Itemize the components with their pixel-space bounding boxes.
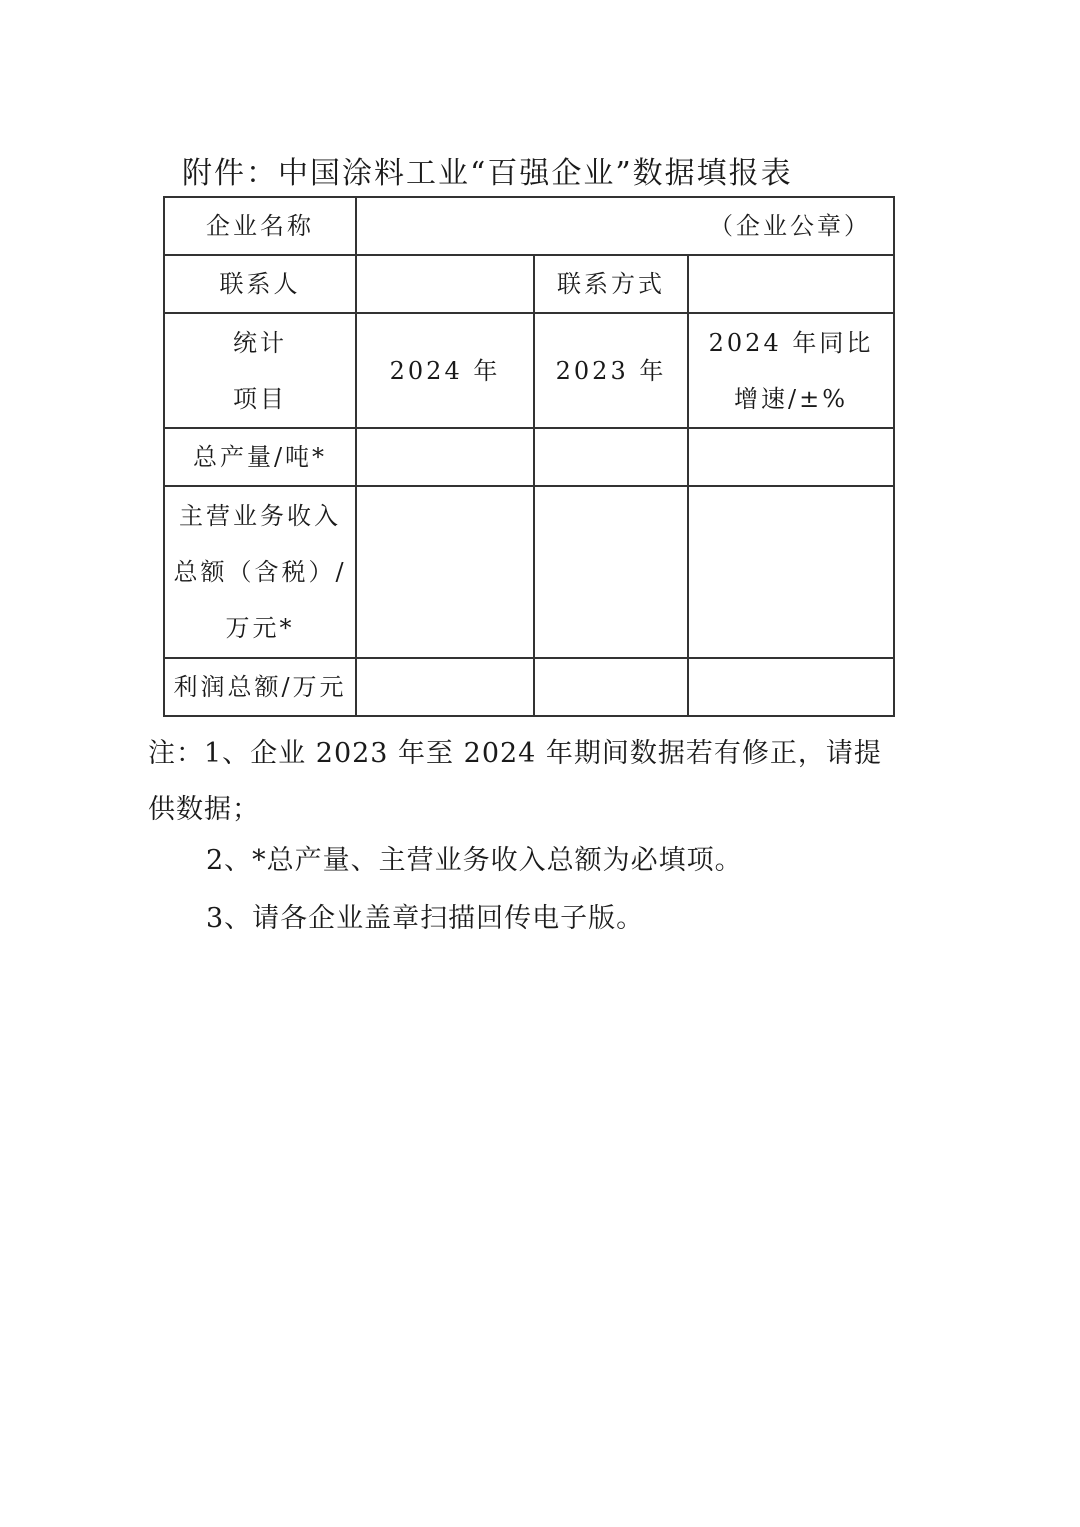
document-title: 附件：中国涂料工业“百强企业”数据填报表 — [182, 156, 793, 191]
company-name-label: 企业名称 — [164, 197, 356, 255]
stat-item-line2: 项目 — [233, 384, 287, 413]
data-cell — [356, 658, 534, 716]
data-cell — [356, 486, 534, 658]
total-output-label: 总产量/吨* — [164, 428, 356, 486]
table-row — [164, 255, 894, 313]
note-2: 2、*总产量、主营业务收入总额为必填项。 — [206, 845, 743, 876]
note-1: 注：1、企业 2023 年至 2024 年期间数据若有修正，请提供数据； — [148, 738, 882, 825]
revenue-label-line2: 总额（含税）/ — [173, 558, 347, 586]
stat-item-header — [164, 313, 356, 428]
table-row — [164, 197, 894, 255]
stat-item-line1: 统计 — [233, 328, 287, 357]
data-cell — [688, 428, 894, 486]
data-cell — [534, 428, 688, 486]
company-seal-cell: （企业公章） — [356, 197, 894, 255]
data-cell — [534, 658, 688, 716]
growth-header-line1: 2024 年同比 — [708, 328, 874, 357]
growth-header-line2: 增速/±% — [734, 384, 848, 413]
note-3: 3、请各企业盖章扫描回传电子版。 — [206, 903, 645, 934]
year-2024-header: 2024 年 — [356, 313, 534, 428]
data-cell — [534, 486, 688, 658]
profit-label: 利润总额/万元 — [164, 658, 356, 716]
growth-header — [688, 313, 894, 428]
data-cell — [688, 658, 894, 716]
table-row — [164, 313, 894, 428]
table-row — [164, 428, 894, 486]
contact-method-value-cell — [688, 255, 894, 313]
data-cell — [356, 428, 534, 486]
contact-person-label: 联系人 — [164, 255, 356, 313]
revenue-label-line1: 主营业务收入 — [179, 502, 341, 530]
table-row — [164, 658, 894, 716]
notes-section — [148, 726, 908, 934]
data-cell — [688, 486, 894, 658]
contact-method-label: 联系方式 — [534, 255, 688, 313]
year-2023-header: 2023 年 — [534, 313, 688, 428]
revenue-label — [164, 486, 356, 658]
contact-person-value-cell — [356, 255, 534, 313]
data-form-table — [163, 196, 895, 717]
table-row — [164, 486, 894, 658]
revenue-label-line3: 万元* — [225, 614, 295, 642]
